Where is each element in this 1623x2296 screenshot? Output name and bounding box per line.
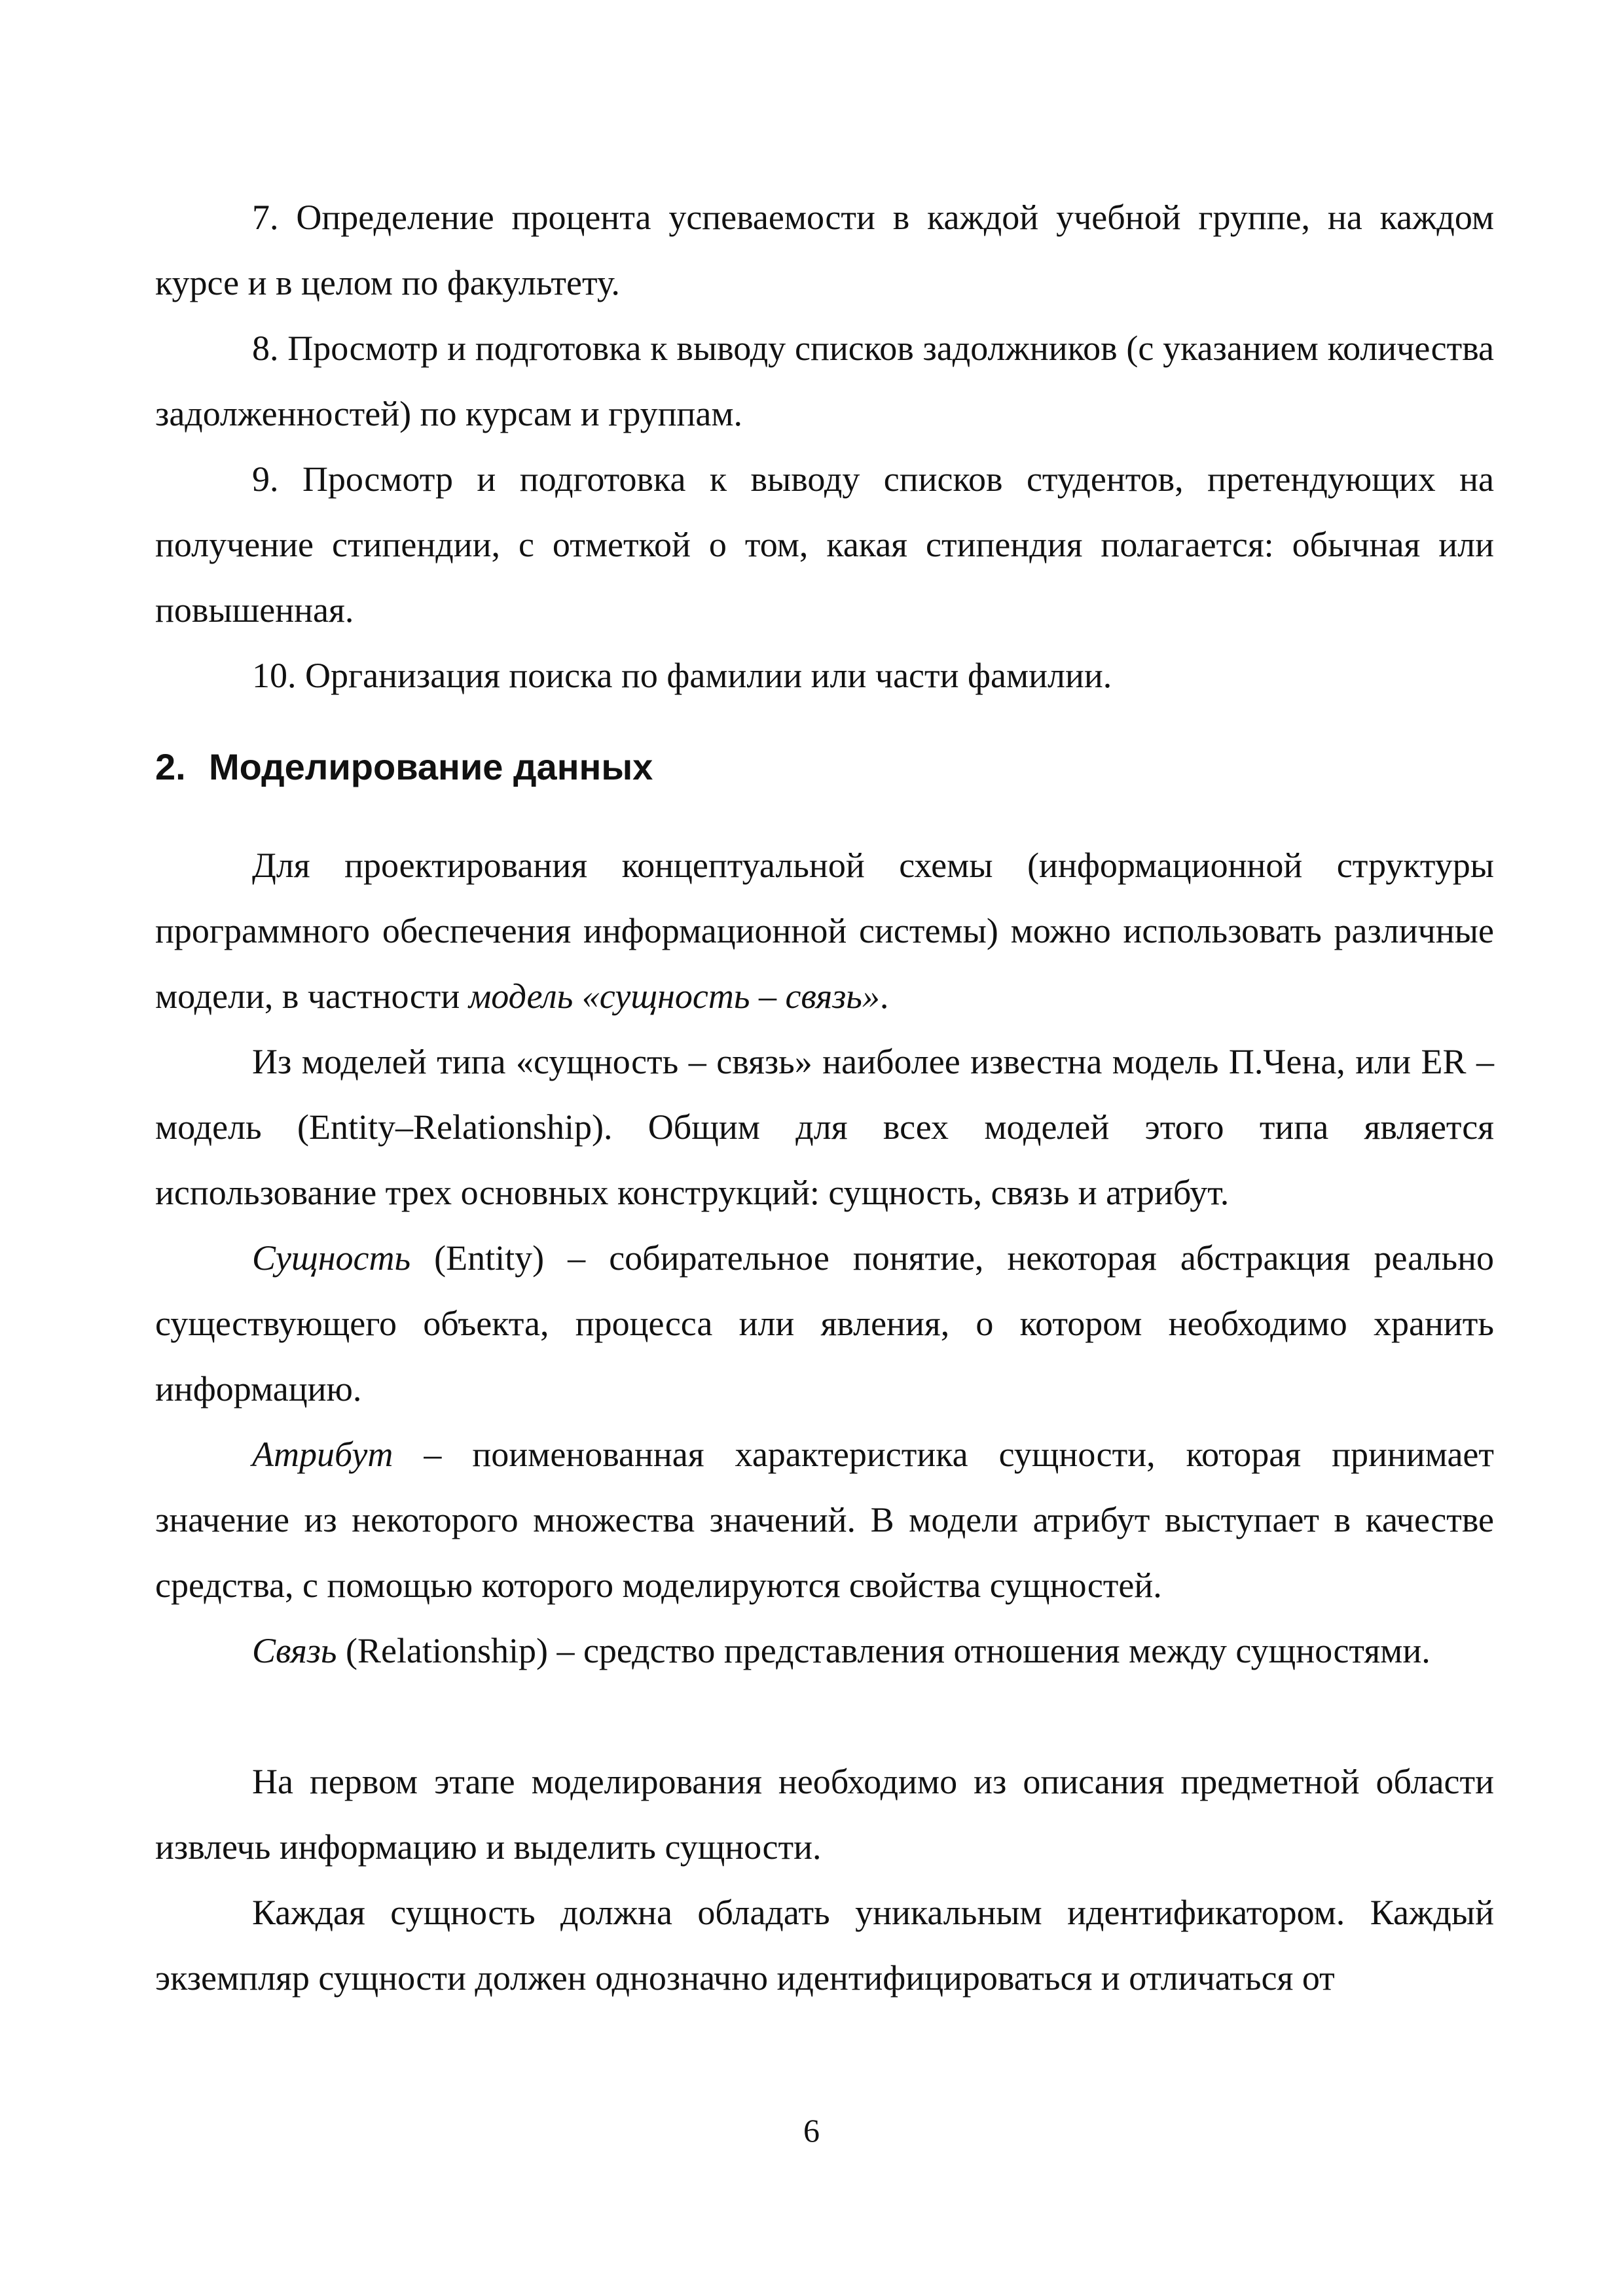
paragraph-concept-schema bbox=[155, 833, 1494, 1029]
section-number: 2. bbox=[155, 746, 186, 787]
paragraph-identifier: Каждая сущность должна обладать уникальным идентификатором. Каждый экземпляр сущности должен однозначно идентифицироваться и отличаться от bbox=[155, 1893, 1494, 1998]
page-number: 6 bbox=[803, 2112, 820, 2149]
paragraph-relationship bbox=[155, 1618, 1494, 1683]
list-item-7: 7. Определение процента успеваемости в каждой учебной группе, на каждом курсе и в целом по факультету. bbox=[155, 198, 1494, 302]
list-item-9: 9. Просмотр и подготовка к выводу списков студентов, претендующих на получение стипендии, с отметкой о том, какая стипендия полагается: обычная или повышенная. bbox=[155, 459, 1494, 630]
paragraph-attribute bbox=[155, 1422, 1494, 1618]
definition-entity: (Entity) – собирательное понятие, некоторая абстракция реально существующего объекта, процесса или явления, о котором необходимо хранить информацию. bbox=[155, 1238, 1494, 1408]
paragraph-entity bbox=[155, 1225, 1494, 1422]
paragraph-text: Для проектирования концептуальной схемы (информационной структуры программного обеспечения информационной системы) можно использовать различные модели, в частности bbox=[155, 846, 1494, 1016]
term-attribute: Атрибут bbox=[252, 1435, 393, 1474]
list-item-10: 10. Организация поиска по фамилии или части фамилии. bbox=[252, 656, 1112, 695]
section-title: Моделирование данных bbox=[209, 746, 653, 787]
list-item-8: 8. Просмотр и подготовка к выводу списков задолжников (с указанием количества задолженностей) по курсам и группам. bbox=[155, 329, 1494, 433]
term-relationship: Связь bbox=[252, 1631, 337, 1670]
paragraph-text-end: . bbox=[879, 977, 889, 1016]
paragraph-er-model: Из моделей типа «сущность – связь» наиболее известна модель П.Чена, или ER – модель (Entity–Relationship). Общим для всех моделей этого типа является использование трех основных конструкций: сущность, связь и атрибут. bbox=[155, 1042, 1494, 1212]
section-heading bbox=[155, 741, 653, 793]
definition-attribute: – поименованная характеристика сущности, которая принимает значение из некоторого множества значений. В модели атрибут выступает в качестве средства, с помощью которого моделируются свойства сущностей. bbox=[155, 1435, 1494, 1605]
term-entity: Сущность bbox=[252, 1238, 411, 1278]
definition-relationship: (Relationship) – средство представления отношения между сущностями. bbox=[337, 1631, 1431, 1670]
paragraph-first-stage: На первом этапе моделирования необходимо из описания предметной области извлечь информацию и выделить сущности. bbox=[155, 1762, 1494, 1867]
paragraph-emphasis: модель «сущность – связь» bbox=[468, 977, 880, 1016]
